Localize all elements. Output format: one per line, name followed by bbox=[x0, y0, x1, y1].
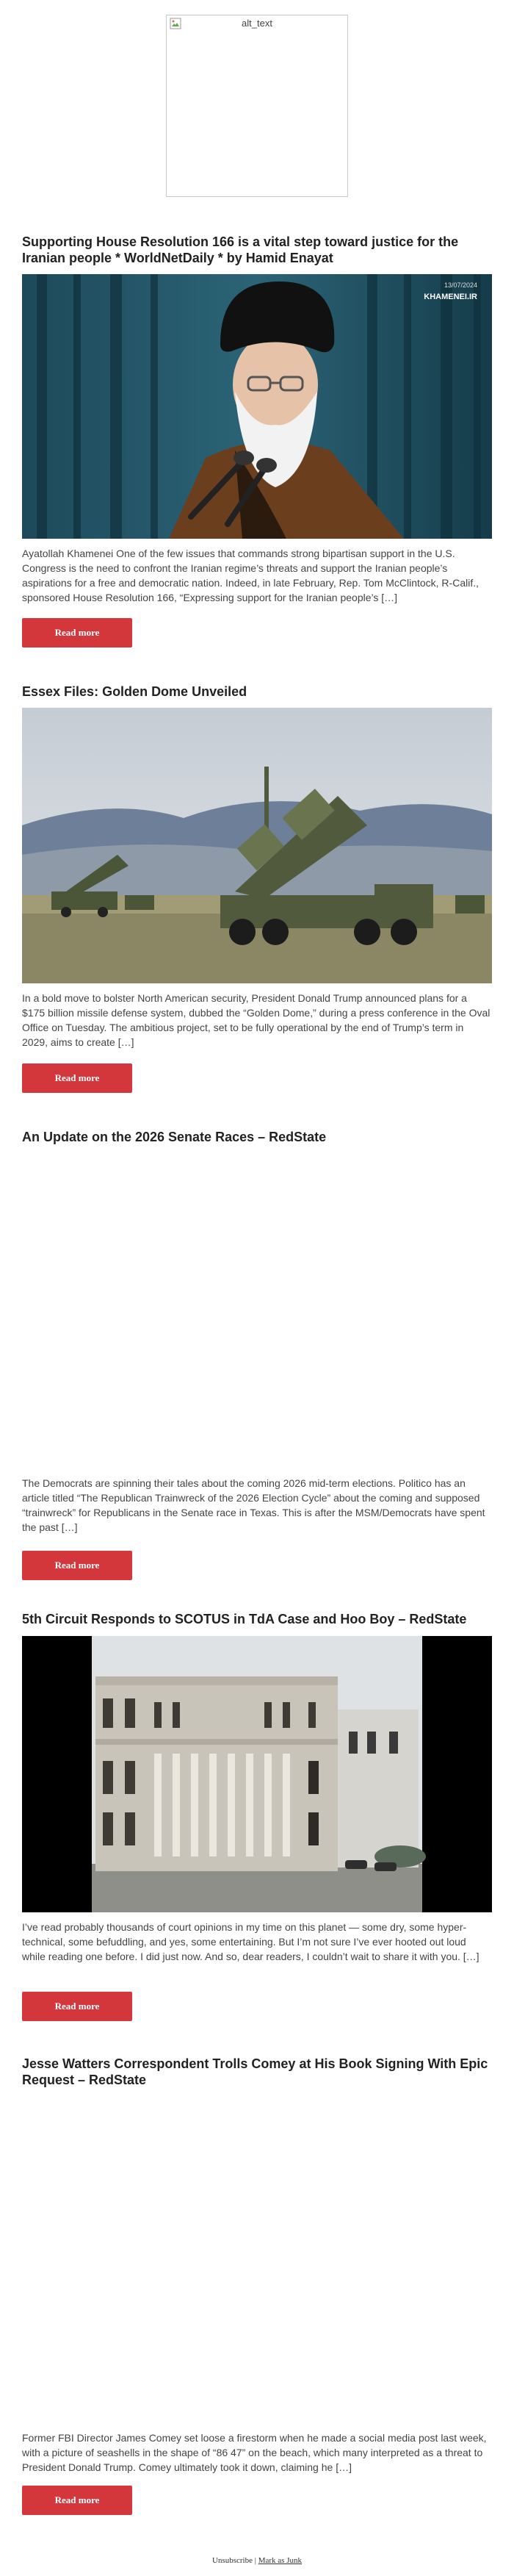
unsubscribe-link[interactable]: Unsubscribe bbox=[212, 2556, 253, 2565]
article-image-placeholder bbox=[22, 2096, 492, 2427]
article-summary: Ayatollah Khamenei One of the few issues that commands strong bipartisan support in the U.S. Congress is the need to confront the Iranian regime’s threats and support the Iranian people’s aspirations for a free and democratic nation. Indeed, in late February, Rep. Tom McClintock, R-Calif., sponsored House Resolution 166, “Expressing support for the Iranian people’s […] bbox=[22, 548, 479, 603]
article-title[interactable]: An Update on the 2026 Senate Races – RedState bbox=[22, 1130, 327, 1144]
article-image[interactable] bbox=[22, 1636, 492, 1912]
read-more-button[interactable]: Read more bbox=[22, 1063, 132, 1093]
article-summary: In a bold move to bolster North American security, President Donald Trump announced plans for a $175 billion missile defense system, dubbed the “Golden Dome,” during a press conference in the Oval Office on Tuesday. The ambitious project, set to be fully operational by the end of Trump’s term in 2029, aims to create […] bbox=[22, 992, 491, 1048]
mark-as-junk-link[interactable]: Mark as Junk bbox=[258, 2556, 302, 2565]
article-summary: I’ve read probably thousands of court opinions in my time on this planet — some dry, some hyper-technical, some befuddling, and yes, some entertaining. But I’m not sure I’ve ever hooted out loud while reading one before. I did just now. And so, dear readers, I couldn’t wait to share it with you. […] bbox=[22, 1921, 479, 1962]
article-image[interactable] bbox=[22, 274, 492, 539]
missile-launcher-photo bbox=[22, 708, 492, 983]
logo-alt-text: alt_text bbox=[242, 18, 272, 29]
read-more-button[interactable]: Read more bbox=[22, 1992, 132, 2021]
article-title[interactable]: 5th Circuit Responds to SCOTUS in TdA Case and Hoo Boy – RedState bbox=[22, 1612, 467, 1626]
article-summary: Former FBI Director James Comey set loose a firestorm when he made a social media post last week, with a picture of seashells in the shape of “86 47” on the beach, which many interpreted as a threat to President Donald Trump. Comey ultimately took it down, claiming he […] bbox=[22, 2432, 487, 2473]
article-card bbox=[22, 234, 492, 638]
image-date: 13/07/2024 bbox=[444, 281, 477, 289]
read-more-button[interactable]: Read more bbox=[22, 618, 132, 647]
read-more-button[interactable]: Read more bbox=[22, 1551, 132, 1580]
footer-separator: | bbox=[254, 2556, 256, 2565]
article-title[interactable]: Jesse Watters Correspondent Trolls Comey at His Book Signing With Epic Request – RedState bbox=[22, 2056, 488, 2087]
courthouse-photo bbox=[22, 1636, 492, 1912]
article-image[interactable] bbox=[22, 708, 492, 983]
article-card bbox=[22, 1611, 492, 2012]
article-title[interactable]: Supporting House Resolution 166 is a vital step toward justice for the Iranian people * WorldNetDaily * by Hamid Enayat bbox=[22, 234, 459, 265]
footer bbox=[0, 2556, 514, 2565]
image-watermark: KHAMENEI.IR bbox=[424, 293, 477, 301]
article-image-placeholder bbox=[22, 1151, 492, 1496]
article-card bbox=[22, 684, 492, 1083]
logo-image bbox=[166, 15, 348, 197]
read-more-button[interactable]: Read more bbox=[22, 2486, 132, 2515]
article-card bbox=[22, 1129, 492, 1571]
article-summary: The Democrats are spinning their tales about the coming 2026 mid-term elections. Politico has an article titled “The Republican Trainwreck of the 2026 Election Cycle” about the coming and supposed “trainwreck” for Republicans in the Senate race in Texas. This is after the MSM/Democrats have spent the past […] bbox=[22, 1477, 485, 1533]
cleric-photo bbox=[22, 274, 492, 539]
article-title[interactable]: Essex Files: Golden Dome Unveiled bbox=[22, 684, 247, 699]
article-card bbox=[22, 2056, 492, 2505]
